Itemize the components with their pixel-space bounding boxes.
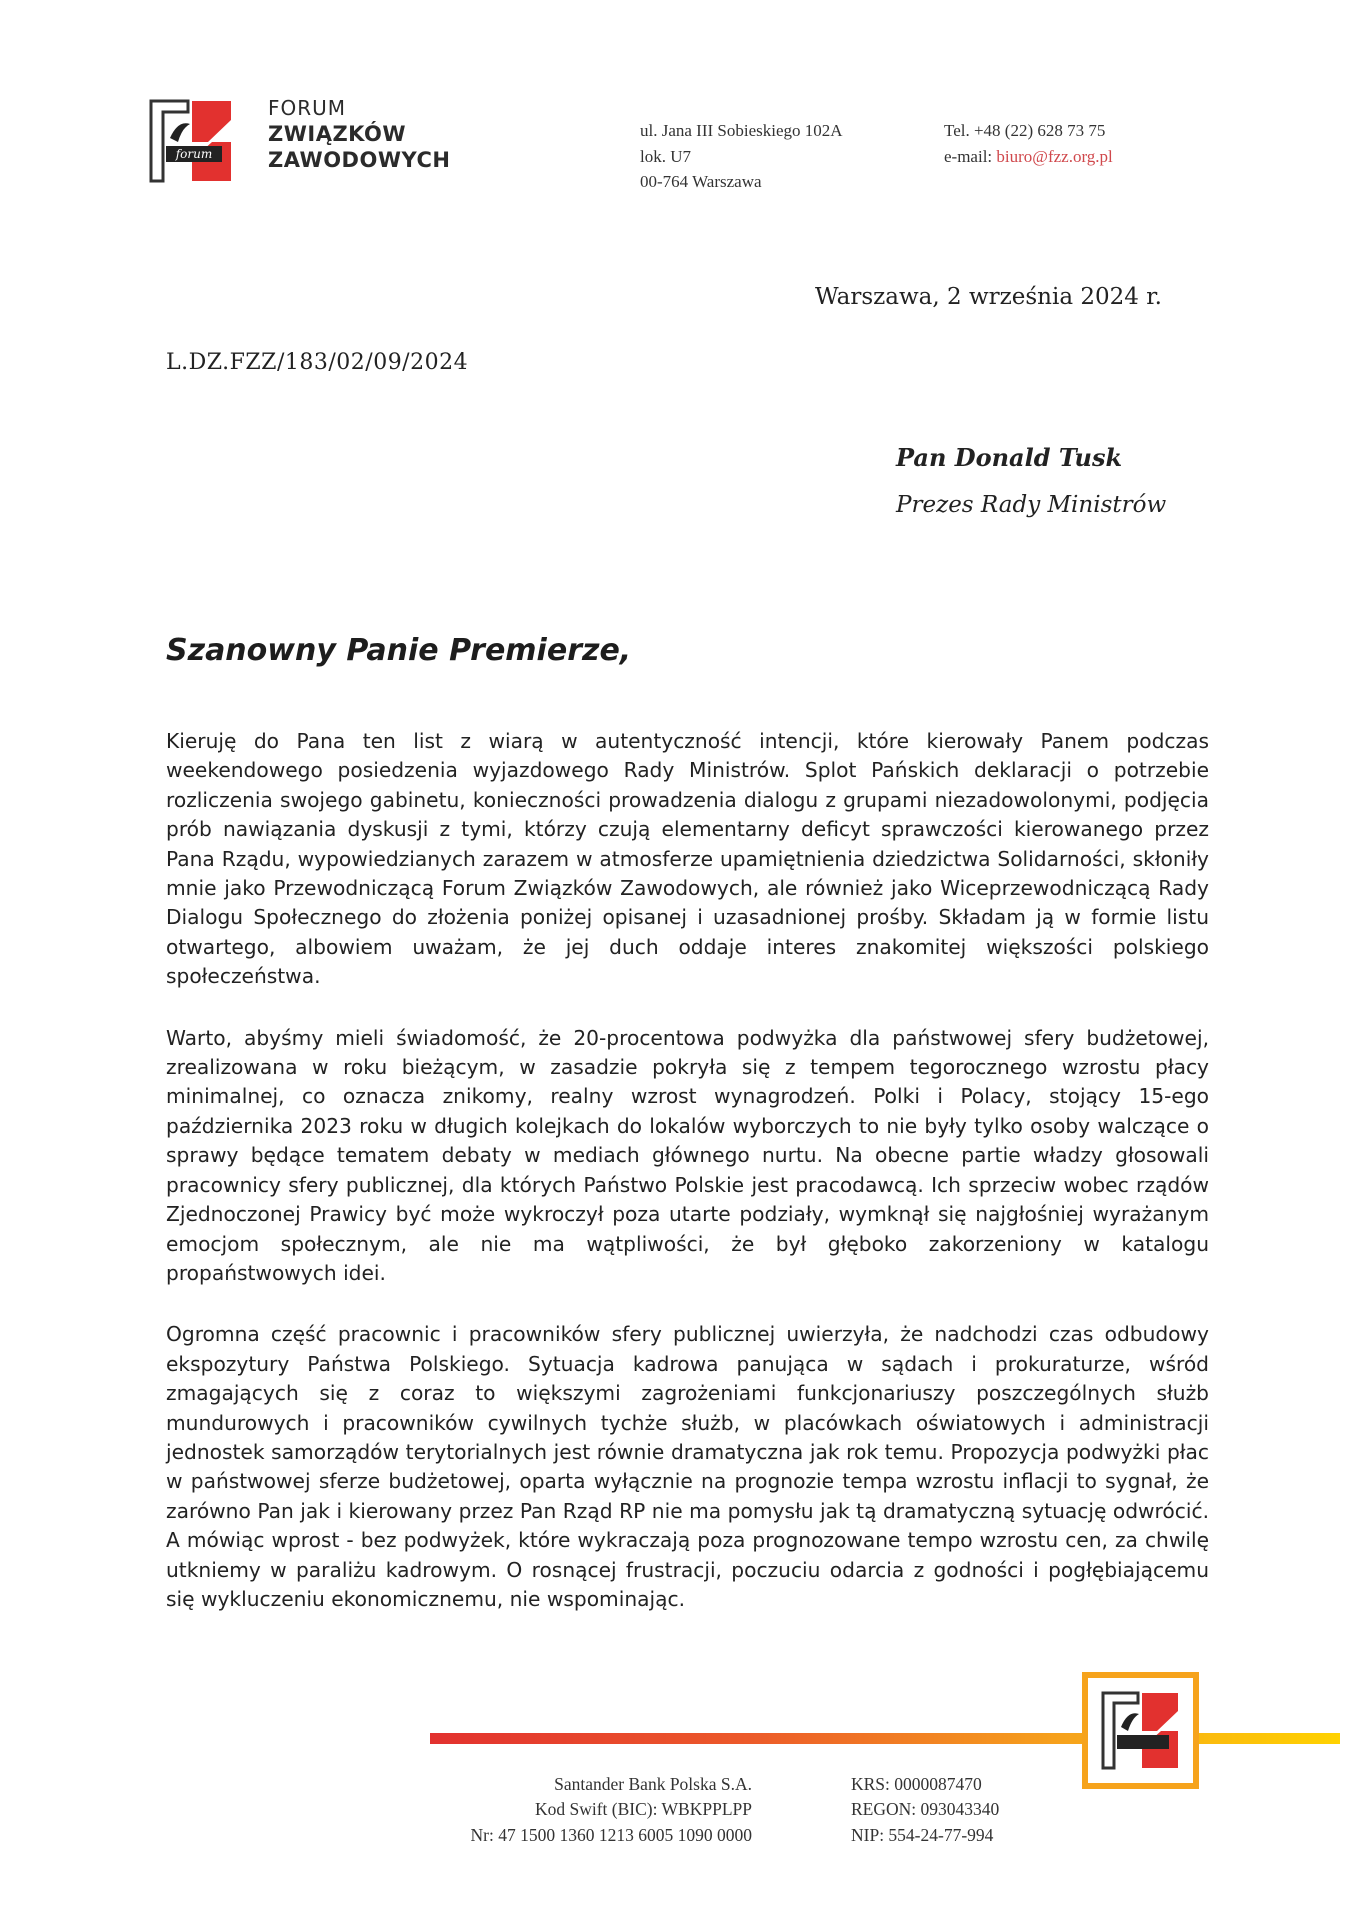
org-name [268,96,450,174]
address-street: ul. Jana III Sobieskiego 102A [640,121,843,140]
paragraph-1: Kieruję do Pana ten list z wiarą w autentyczność intencji, które kierowały Panem podczas weekendowego posiedzenia wyjazdowego Rady Ministrów. Splot Pańskich deklaracji o potrzebie rozliczenia swojego gabinetu, konieczności prowadzenia dialogu z grupami niezadowolonymi, podjęcia prób nawiązania dyskusji z tymi, którzy czują elementarny deficyt sprawczości kierowanego przez Pana Rządu, wypowiedzianych zarazem w atmosferze upamiętnienia dziedzictwa Solidarności, skłoniły mnie jako Przewodniczącą Forum Związków Zawodowych, ale również jako Wiceprzewodniczącą Rady Dialogu Społecznego do złożenia poniżej opisanej i uzasadnionej prośby. Składam ją w formie listu otwartego, albowiem uważam, że jej duch oddaje interes znakomitej większości polskiego społeczeństwa. [166,729,1209,989]
org-name-line-3: ZAWODOWYCH [268,148,451,173]
org-name-line-1: FORUM [268,96,347,120]
address-unit: lok. U7 [640,146,691,166]
recipient-name: Pan Donald Tusk [896,443,1123,472]
registry-details [851,1772,999,1848]
email-label: e-mail: [944,146,997,166]
recipient-title: Prezes Rady Ministrów [896,492,1167,518]
org-contact [944,118,1113,169]
letter-body [166,727,1209,1646]
footer-logo [1082,1672,1199,1789]
bank-swift: Kod Swift (BIC): WBKPPLPP [534,1799,752,1820]
paragraph-3: Ogromna część pracownic i pracowników sfery publicznej uwierzyła, że nadchodzi czas odbudowy ekspozytury Państwa Polskiego. Sytuacja kadrowa panująca w sądach i prokuraturze, wśród zmagających się z coraz to większymi zagrożeniami funkcjonariuszy poszczególnych służb mundurowych i pracowników cywilnych tychże służb, w placówkach oświatowych i administracji jednostek samorządów terytorialnych jest równie dramatyczna jak rok temu. Propozycja podwyżki płac w państwowej sferze budżetowej, oparta wyłącznie na prognozie tempa wzrostu inflacji to sygnał, że zarówno Pan jak i kierowany przez Pan Rząd RP nie ma pomysłu jak tą dramatyczną sytuację odwrócić. A mówiąc wprost - bez podwyżek, które wykraczają poza prognozowane tempo wzrostu cen, za chwilę utkniemy w paraliżu kadrowym. O rosnącej frustracji, poczuciu odarcia z godności i pogłębiającemu się wykluczeniu ekonomicznemu, nie wspominając. [166,1322,1209,1611]
address-city: 00-764 Warszawa [640,172,762,191]
paragraph-2: Warto, abyśmy mieli świadomość, że 20-procentowa podwyżka dla państwowej sfery budżetowej, zrealizowana w roku bieżącym, w zasadzie pokryła się z tempem tegorocznego wzrostu płacy minimalnej, co oznacza znikomy, realny wzrost wynagrodzeń. Polki i Polacy, stojący 15-ego października 2023 roku w długich kolejkach do lokalów wyborczych to nie były tylko osoby walczące o sprawy będące tematem debaty w mediach głównego nurtu. Na obecne partie władzy głosowali pracownicy sfery publicznej, dla których Państwo Polskie jest pracodawcą. Ich sprzeciw wobec rządów Zjednoczonej Prawicy być może wykroczył poza utarte podziały, wymknął się najgłośniej wyrażanym emocjom społecznym, ale nie ma wątpliwości, że był głęboko zakorzeniony w katalogu propaństwowych idei. [166,1025,1209,1285]
krs-number: KRS: 0000087470 [851,1774,982,1794]
nip-number: NIP: 554-24-77-994 [851,1824,994,1845]
org-address [640,118,843,195]
logo-word: forum [175,147,213,161]
org-name-line-2: ZWIĄZKÓW [268,122,407,146]
footer-logo-graphic [1082,1672,1199,1789]
letter-date: Warszawa, 2 września 2024 r. [815,284,1162,310]
footer-stripe [430,1733,1340,1744]
fzz-logo-graphic [148,98,234,184]
bank-account: Nr: 47 1500 1360 1213 6005 1090 0000 [470,1824,752,1845]
salutation: Szanowny Panie Premierze, [166,633,632,668]
regon-number: REGON: 093043340 [851,1799,1000,1820]
bank-details [380,1772,752,1848]
fzz-logo [148,98,234,184]
email-line [944,144,1113,170]
recipient-block [896,443,1166,518]
letter-reference: L.DZ.FZZ/183/02/09/2024 [166,350,469,375]
bank-name: Santander Bank Polska S.A. [554,1774,752,1794]
email-link[interactable]: biuro@fzz.org.pl [996,146,1113,166]
phone-number: Tel. +48 (22) 628 73 75 [944,121,1106,140]
